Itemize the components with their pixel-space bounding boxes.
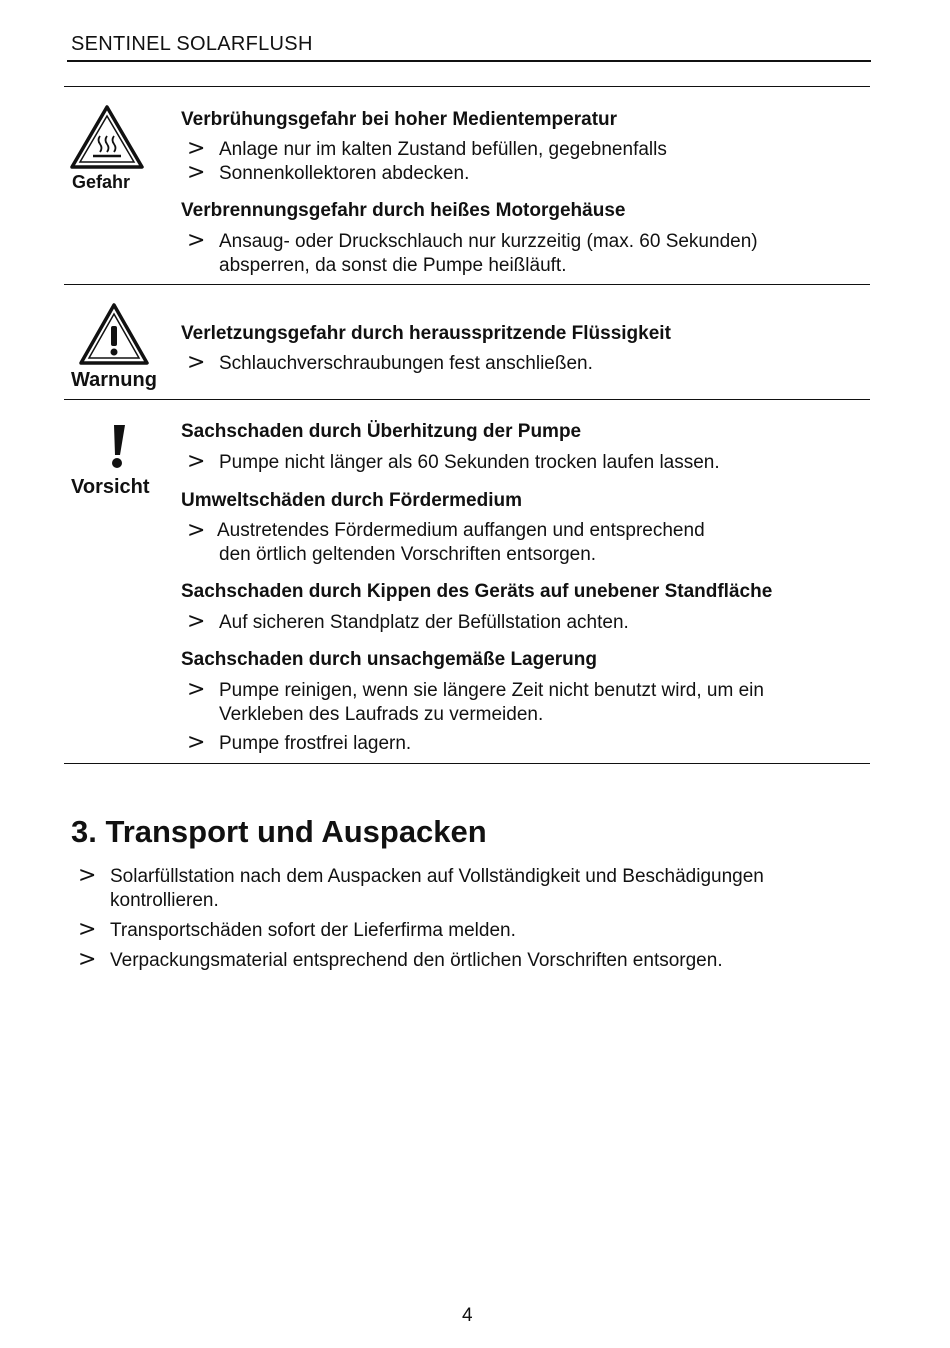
table-top-rule [64,86,870,87]
notice-heading: Verletzungsgefahr durch herausspritzende Flüssigkeit [181,323,671,344]
bullet-arrow-icon: > [187,677,206,702]
list-item: Pumpe frostfrei lagern. [219,733,412,754]
notice-heading: Sachschaden durch Überhitzung der Pumpe [181,421,582,442]
notice-label-warnung: Warnung [71,369,157,391]
exclamation-icon [106,424,128,470]
list-item: Sonnenkollektoren abdecken. [219,163,470,184]
list-item: Pumpe reinigen, wenn sie längere Zeit nicht benutzt wird, um ein [219,680,764,701]
list-item-continuation: kontrollieren. [110,890,219,911]
list-item: Verpackungsmaterial entsprechend den örtlichen Vorschriften entsorgen. [110,950,723,971]
row-divider [64,399,870,400]
list-item: Auf sicheren Standplatz der Befüllstation achten. [219,612,629,633]
notice-heading: Umweltschäden durch Fördermedium [181,490,523,511]
bullet-arrow-icon: > [187,160,206,185]
bullet-arrow-icon: > [187,350,206,375]
row-divider [64,284,870,285]
list-item: Pumpe nicht länger als 60 Sekunden trocken laufen lassen. [219,452,720,473]
list-item-continuation: absperren, da sonst die Pumpe heißläuft. [219,255,567,276]
list-item: Solarfüllstation nach dem Auspacken auf Vollständigkeit und Beschädigungen [110,866,764,887]
section-title: 3. Transport und Auspacken [71,814,487,849]
hot-surface-warning-icon [69,104,145,170]
notice-heading: Sachschaden durch Kippen des Geräts auf unebener Standfläche [181,581,773,602]
table-bottom-rule [64,763,870,764]
bullet-arrow-icon: > [187,730,206,755]
bullet-arrow-icon: > [78,863,97,888]
notice-heading: Verbrühungsgefahr bei hoher Medientemperatur [181,109,618,130]
bullet-arrow-icon: > [187,449,206,474]
page-number: 4 [462,1305,473,1326]
bullet-arrow-icon: > [187,228,206,253]
general-warning-icon [78,302,150,366]
bullet-arrow-icon: > [187,609,206,634]
list-item: Austretendes Fördermedium auffangen und entsprechend [217,520,705,541]
bullet-arrow-icon: > [78,947,97,972]
list-item: Ansaug- oder Druckschlauch nur kurzzeitig (max. 60 Sekunden) [219,231,758,252]
notice-label-vorsicht: Vorsicht [71,476,150,498]
header-rule [67,60,871,62]
page-header-title: SENTINEL SOLARFLUSH [71,33,313,55]
notice-heading: Verbrennungsgefahr durch heißes Motorgehäuse [181,200,626,221]
bullet-arrow-icon: > [78,917,97,942]
bullet-arrow-icon: > [187,136,206,161]
list-item: Transportschäden sofort der Lieferfirma melden. [110,920,516,941]
notice-label-gefahr: Gefahr [72,172,131,192]
bullet-arrow-icon: > [187,518,206,543]
notice-heading: Sachschaden durch unsachgemäße Lagerung [181,649,597,670]
list-item-continuation: den örtlich geltenden Vorschriften entsorgen. [219,544,597,565]
list-item-continuation: Verkleben des Laufrads zu vermeiden. [219,704,544,725]
list-item: Schlauchverschraubungen fest anschließen. [219,353,593,374]
list-item: Anlage nur im kalten Zustand befüllen, gegebnenfalls [219,139,667,160]
